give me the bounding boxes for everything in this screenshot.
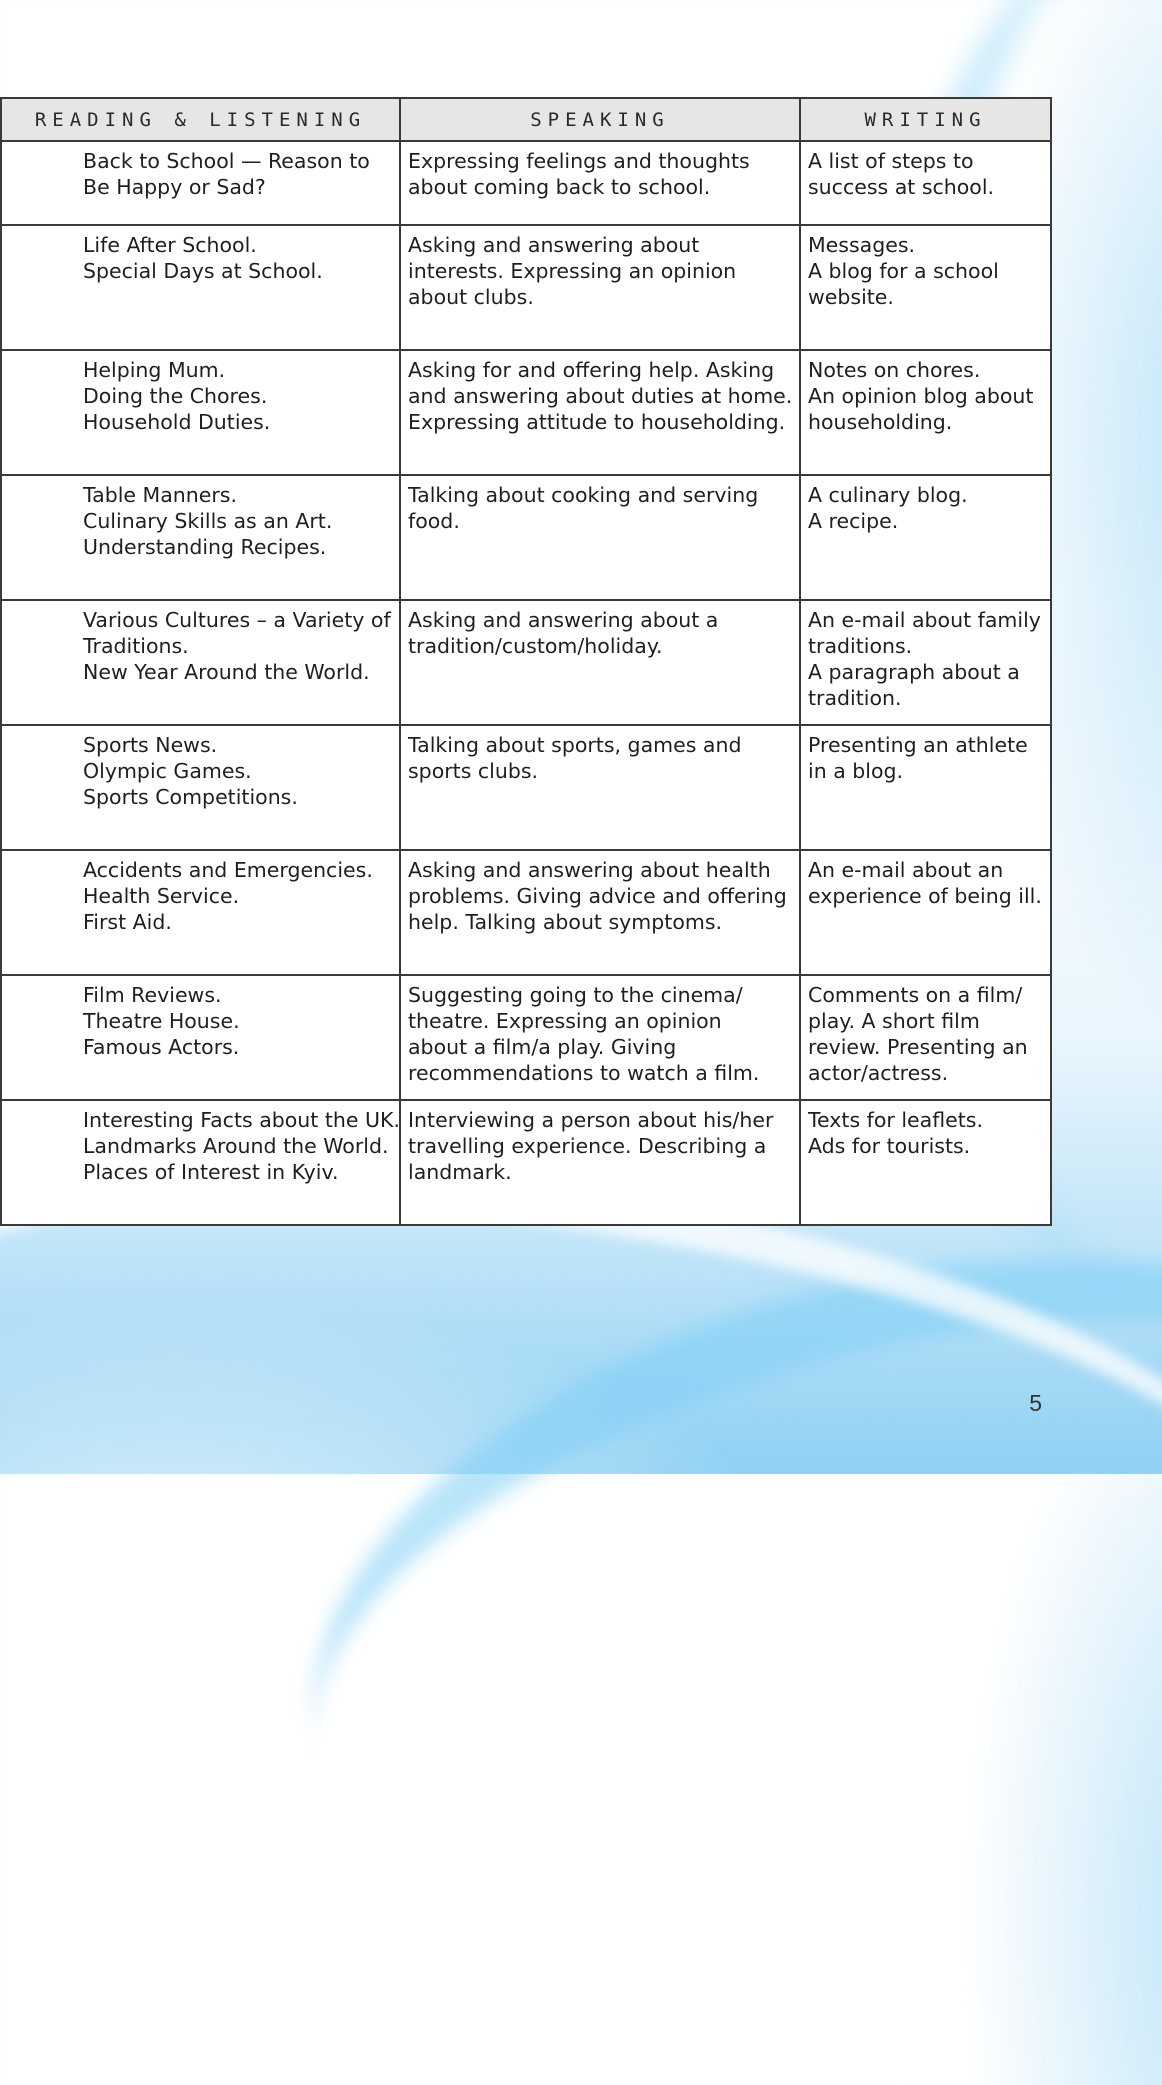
cell-text-line: Interviewing a person about his/her xyxy=(408,1108,774,1132)
cell-text-line: Famous Actors. xyxy=(83,1035,240,1059)
cell-text-line: Expressing feelings and thoughts xyxy=(408,149,750,173)
table-row xyxy=(1,975,1051,1100)
header-reading-listening: READING & LISTENING xyxy=(1,98,400,141)
cell-text-line: Texts for leaflets. xyxy=(808,1108,983,1132)
cell-text-line: First Aid. xyxy=(83,910,172,934)
speaking-cell xyxy=(400,850,800,975)
cell-text-line: An e-mail about an xyxy=(808,858,1004,882)
cell-text-line: Asking and answering about xyxy=(408,233,700,257)
cell-text-line: Household Duties. xyxy=(83,410,271,434)
syllabus-table xyxy=(0,97,1052,1226)
speaking-cell xyxy=(400,475,800,600)
writing-cell xyxy=(800,1100,1051,1225)
cell-text-line: Talking about cooking and serving xyxy=(408,483,759,507)
header-writing: WRITING xyxy=(800,98,1051,141)
cell-text-line: theatre. Expressing an opinion xyxy=(408,1009,722,1033)
speaking-cell xyxy=(400,725,800,850)
cell-text-line: Messages. xyxy=(808,233,916,257)
cell-text-line: sports clubs. xyxy=(408,759,539,783)
writing-cell xyxy=(800,350,1051,475)
reading-cell xyxy=(1,975,400,1100)
cell-text-line: A culinary blog. xyxy=(808,483,968,507)
reading-cell xyxy=(1,475,400,600)
cell-text-line: play. A short film xyxy=(808,1009,980,1033)
cell-text-line: Culinary Skills as an Art. xyxy=(83,509,333,533)
cell-text-line: Traditions. xyxy=(83,634,189,658)
cell-text-line: Expressing attitude to householding. xyxy=(408,410,786,434)
cell-text-line: Sports News. xyxy=(83,733,218,757)
cell-text-line: Life After School. xyxy=(83,233,257,257)
cell-text-line: Special Days at School. xyxy=(83,259,323,283)
cell-text-line: An opinion blog about xyxy=(808,384,1034,408)
cell-text-line: Helping Mum. xyxy=(83,358,226,382)
speaking-cell xyxy=(400,600,800,725)
cell-text-line: tradition. xyxy=(808,686,902,710)
cell-text-line: actor/actress. xyxy=(808,1061,949,1085)
cell-text-line: about clubs. xyxy=(408,285,534,309)
cell-text-line: Asking for and offering help. Asking xyxy=(408,358,775,382)
cell-text-line: Accidents and Emergencies. xyxy=(83,858,373,882)
reading-cell xyxy=(1,600,400,725)
cell-text-line: recommendations to watch a film. xyxy=(408,1061,760,1085)
reading-cell xyxy=(1,350,400,475)
speaking-cell xyxy=(400,1100,800,1225)
cell-text-line: about a film/a play. Giving xyxy=(408,1035,677,1059)
cell-text-line: Interesting Facts about the UK. xyxy=(83,1108,400,1132)
cell-text-line: Asking and answering about health xyxy=(408,858,771,882)
header-speaking: SPEAKING xyxy=(400,98,800,141)
cell-text-line: tradition/custom/holiday. xyxy=(408,634,663,658)
cell-text-line: Film Reviews. xyxy=(83,983,222,1007)
cell-text-line: Be Happy or Sad? xyxy=(83,175,266,199)
cell-text-line: Understanding Recipes. xyxy=(83,535,327,559)
writing-cell xyxy=(800,141,1051,225)
cell-text-line: about coming back to school. xyxy=(408,175,711,199)
cell-text-line: Olympic Games. xyxy=(83,759,252,783)
cell-text-line: An e-mail about family xyxy=(808,608,1041,632)
header-row xyxy=(1,98,1051,141)
cell-text-line: Health Service. xyxy=(83,884,240,908)
cell-text-line: Various Cultures – a Variety of xyxy=(83,608,391,632)
speaking-cell xyxy=(400,141,800,225)
cell-text-line: in a blog. xyxy=(808,759,904,783)
background-swoosh xyxy=(237,1145,1162,2085)
writing-cell xyxy=(800,475,1051,600)
cell-text-line: success at school. xyxy=(808,175,995,199)
cell-text-line: New Year Around the World. xyxy=(83,660,370,684)
cell-text-line: A blog for a school xyxy=(808,259,999,283)
writing-cell xyxy=(800,975,1051,1100)
cell-text-line: review. Presenting an xyxy=(808,1035,1028,1059)
table-row xyxy=(1,725,1051,850)
cell-text-line: Ads for tourists. xyxy=(808,1134,971,1158)
table-row xyxy=(1,1100,1051,1225)
cell-text-line: Places of Interest in Kyiv. xyxy=(83,1160,339,1184)
cell-text-line: website. xyxy=(808,285,894,309)
cell-text-line: and answering about duties at home. xyxy=(408,384,793,408)
cell-text-line: Sports Competitions. xyxy=(83,785,298,809)
cell-text-line: travelling experience. Describing a xyxy=(408,1134,767,1158)
cell-text-line: Asking and answering about a xyxy=(408,608,719,632)
page-number: 5 xyxy=(1029,1390,1042,1416)
table-row xyxy=(1,141,1051,225)
reading-cell xyxy=(1,141,400,225)
cell-text-line: Table Manners. xyxy=(83,483,238,507)
cell-text-line: Talking about sports, games and xyxy=(408,733,742,757)
writing-cell xyxy=(800,725,1051,850)
cell-text-line: householding. xyxy=(808,410,953,434)
writing-cell xyxy=(800,600,1051,725)
writing-cell xyxy=(800,850,1051,975)
cell-text-line: A recipe. xyxy=(808,509,899,533)
cell-text-line: traditions. xyxy=(808,634,913,658)
speaking-cell xyxy=(400,225,800,350)
reading-cell xyxy=(1,1100,400,1225)
cell-text-line: Notes on chores. xyxy=(808,358,981,382)
reading-cell xyxy=(1,225,400,350)
cell-text-line: Theatre House. xyxy=(83,1009,240,1033)
cell-text-line: Presenting an athlete xyxy=(808,733,1028,757)
cell-text-line: A list of steps to xyxy=(808,149,974,173)
table-row xyxy=(1,475,1051,600)
reading-cell xyxy=(1,725,400,850)
table-row xyxy=(1,225,1051,350)
cell-text-line: Suggesting going to the cinema/ xyxy=(408,983,743,1007)
cell-text-line: Back to School — Reason to xyxy=(83,149,370,173)
cell-text-line: food. xyxy=(408,509,460,533)
cell-text-line: experience of being ill. xyxy=(808,884,1042,908)
cell-text-line: interests. Expressing an opinion xyxy=(408,259,737,283)
table-row xyxy=(1,600,1051,725)
writing-cell xyxy=(800,225,1051,350)
speaking-cell xyxy=(400,350,800,475)
reading-cell xyxy=(1,850,400,975)
cell-text-line: landmark. xyxy=(408,1160,512,1184)
table-row xyxy=(1,350,1051,475)
cell-text-line: Comments on a film/ xyxy=(808,983,1023,1007)
cell-text-line: help. Talking about symptoms. xyxy=(408,910,723,934)
cell-text-line: Landmarks Around the World. xyxy=(83,1134,389,1158)
cell-text-line: Doing the Chores. xyxy=(83,384,268,408)
cell-text-line: A paragraph about a xyxy=(808,660,1020,684)
table-row xyxy=(1,850,1051,975)
cell-text-line: problems. Giving advice and offering xyxy=(408,884,787,908)
speaking-cell xyxy=(400,975,800,1100)
